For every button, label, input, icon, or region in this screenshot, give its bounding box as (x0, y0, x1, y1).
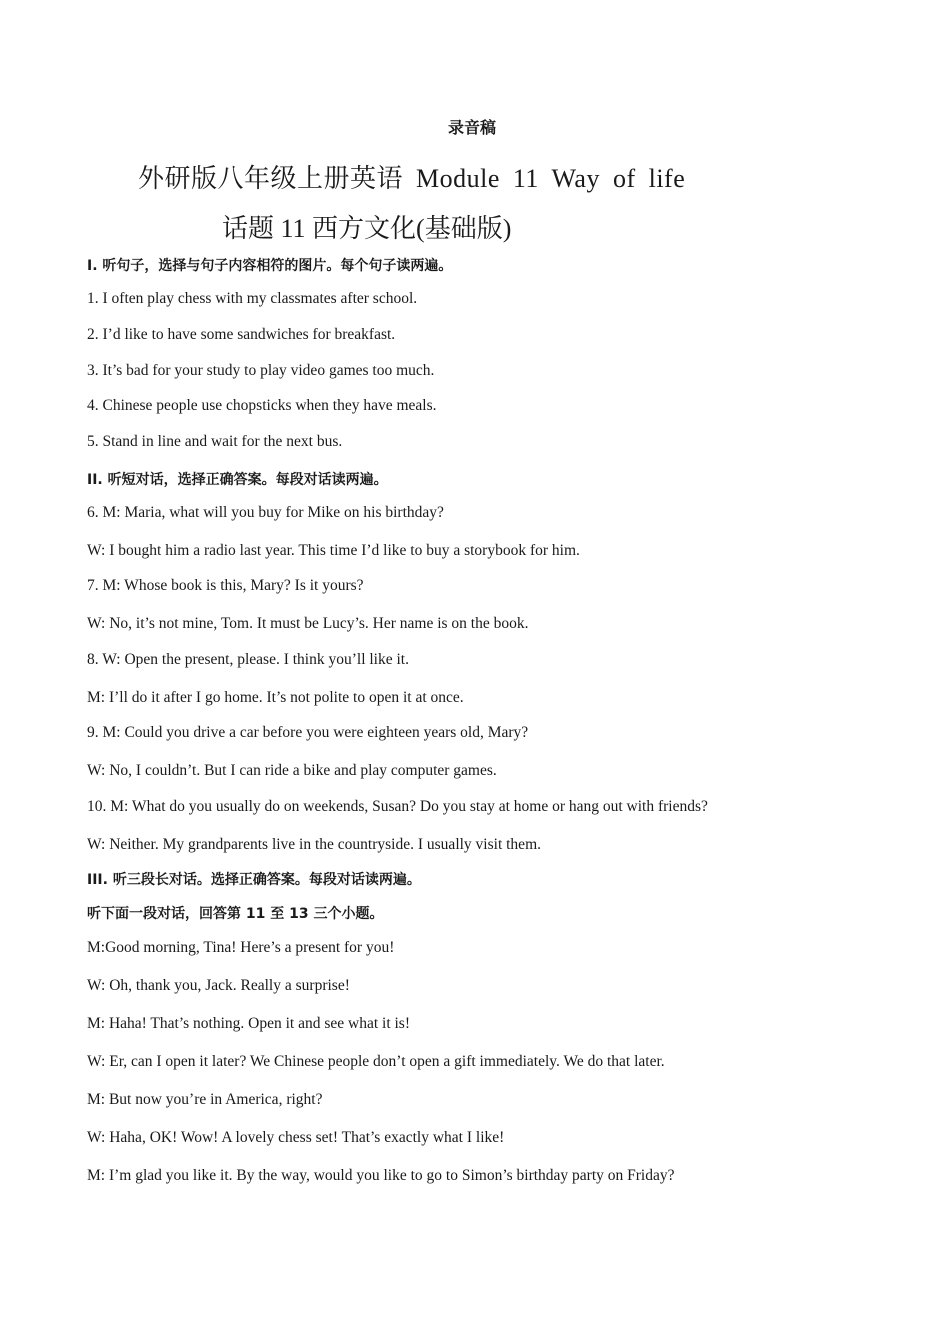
dialogue-line: M:Good morning, Tina! Here’s a present for you! (87, 939, 395, 956)
section-2-heading: II. 听短对话，选择正确答案。每段对话读两遍。 (87, 472, 388, 488)
dialogue-line: 10. M: What do you usually do on weekends, Susan? Do you stay at home or hang out with friends? (87, 798, 708, 815)
dialogue-line: M: Haha! That’s nothing. Open it and see what it is! (87, 1015, 411, 1032)
dialogue-line: M: I’m glad you like it. By the way, would you like to go to Simon’s birthday party on Friday? (87, 1167, 675, 1184)
dialogue-line: W: No, it’s not mine, Tom. It must be Lucy’s. Her name is on the book. (87, 615, 529, 632)
dialogue-line: W: I bought him a radio last year. This time I’d like to buy a storybook for him. (87, 542, 580, 559)
dialogue-line: M: I’ll do it after I go home. It’s not polite to open it at once. (87, 689, 464, 706)
document-label: 录音稿 (448, 118, 497, 137)
dialogue-line: W: Neither. My grandparents live in the countryside. I usually visit them. (87, 836, 541, 853)
section-1-heading: Ⅰ. 听句子，选择与句子内容相符的图片。每个句子读两遍。 (87, 258, 453, 274)
dialogue-line: W: No, I couldn’t. But I can ride a bike and play computer games. (87, 762, 497, 779)
document-subtitle: 话题 11 西方文化(基础版) (222, 214, 512, 243)
sentence-item: 3. It’s bad for your study to play video games too much. (87, 362, 435, 379)
dialogue-line: M: But now you’re in America, right? (87, 1091, 323, 1108)
sentence-item: 5. Stand in line and wait for the next bus. (87, 433, 343, 450)
section-3-heading: III. 听三段长对话。选择正确答案。每段对话读两遍。 (87, 872, 421, 888)
sentence-item: 1. I often play chess with my classmates after school. (87, 290, 418, 307)
dialogue-line: W: Oh, thank you, Jack. Really a surprise! (87, 977, 350, 994)
sentence-item: 2. I’d like to have some sandwiches for breakfast. (87, 326, 396, 343)
dialogue-line: W: Er, can I open it later? We Chinese people don’t open a gift immediately. We do that later. (87, 1053, 665, 1070)
dialogue-line: 8. W: Open the present, please. I think you’ll like it. (87, 651, 409, 668)
document-title: 外研版八年级上册英语 Module 11 Way of life (138, 164, 686, 193)
section-3-subheading: 听下面一段对话，回答第 11 至 13 三个小题。 (87, 906, 384, 922)
sentence-item: 4. Chinese people use chopsticks when they have meals. (87, 397, 437, 414)
dialogue-line: W: Haha, OK! Wow! A lovely chess set! That’s exactly what I like! (87, 1129, 505, 1146)
dialogue-line: 7. M: Whose book is this, Mary? Is it yours? (87, 577, 364, 594)
dialogue-line: 9. M: Could you drive a car before you were eighteen years old, Mary? (87, 724, 529, 741)
dialogue-line: 6. M: Maria, what will you buy for Mike on his birthday? (87, 504, 444, 521)
